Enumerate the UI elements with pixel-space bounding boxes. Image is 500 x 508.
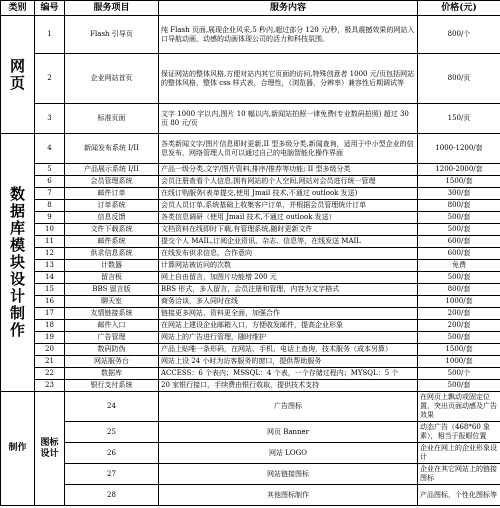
row-item: 网站链接图标 [159,464,418,485]
row-desc: 产品上贴唯一条形码，在网站、手机、电话上查询，技术服务（成本另算） [159,344,418,356]
row-desc: ACCESS：6 个表内；MSSQL：4 个表，一个存储过程内；MYSQL：5 个 [159,368,418,380]
row-item: 供求信息系统 [65,248,159,260]
table-row [1,368,500,380]
row-item: 订单系统 [65,200,159,212]
row-number: 6 [35,176,65,188]
row-desc: 提交个人 MAIL,订阅企业资讯、杂志、信息等，在线发送 MAIL [159,236,418,248]
row-number: 18 [35,320,65,332]
row-item: 网站 LOGO [159,443,418,464]
row-number: 23 [35,380,65,392]
row-item: BBS 留言版 [65,284,159,296]
table-row [1,308,500,320]
section-database: 数据库模块设计制作 [1,134,35,392]
row-item: 邮件入口 [65,320,159,332]
row-item: 标准页面 [65,104,159,134]
row-price: 500/套 [418,332,500,344]
row-desc: 会员人员订单,系统基础上收集客户订单，并根据会员管理统计订单 [159,200,418,212]
row-number: 21 [35,356,65,368]
row-number: 13 [35,260,65,272]
table-row [1,236,500,248]
table-row [1,134,500,164]
table-row [1,248,500,260]
row-desc: 网上自由留言，加图片功能增 200 元 [159,272,418,284]
row-number: 24 [65,392,159,422]
row-desc: 各类新闻文字/图片信息即时更新,II 型多级分类,新闻查询，适用于中小型企业的信息发布，网络管理人员可以通过自己的电脑智能化操作界面 [159,134,418,164]
row-desc: 计算网站被访问的次数 [159,260,418,272]
row-item: 友情链接系统 [65,308,159,320]
row-number: 3 [35,104,65,134]
row-desc: 保证网站的整体风格,方便对站内其它页面的访问,特殊创意者 1000 元/页包括网站的整体风格，整体 css 样式表，合理性，（浏览器，分辨率）兼容性后期调试等 [159,54,418,104]
row-price: 1000-1200/套 [418,134,500,164]
row-price: 500/个 [418,368,500,380]
table-row [1,422,500,443]
header-service-content: 服务内容 [159,1,418,16]
row-number: 7 [35,188,65,200]
table-row [1,296,500,308]
table-row [1,164,500,176]
table-header-row [1,1,500,16]
row-item: 数据库 [65,368,159,380]
row-item: 文件下载系统 [65,224,159,236]
row-item: 银行支付系统 [65,380,159,392]
row-price: 1500/套 [418,176,500,188]
row-price: 800/套 [418,284,500,296]
table-row [1,356,500,368]
row-number: 10 [35,224,65,236]
row-desc: 文档资料在线即时下载,有管理系统,随时更新文件 [159,224,418,236]
row-number: 28 [65,485,159,506]
row-item: 新闻发布系统 I/II [65,134,159,164]
table-row [1,200,500,212]
row-desc: 纯 Flash 页面,展现企业风采,5 秒内,超过部分 120 元/秒，极具震撼效果的网站入口导航动画，动感的动画体现公司的活力和科技氛围。 [159,16,418,54]
row-price: 500/套 [418,380,500,392]
row-number: 19 [35,332,65,344]
row-number: 27 [65,464,159,485]
row-desc: 在线订购服务(表单提交,使用 Jmail 技术,不通过 outlook 发送) [159,188,418,200]
row-desc: 网站上的广告进行管理，随时维护 [159,332,418,344]
row-price: 300/套 [418,188,500,200]
row-number: 17 [35,308,65,320]
row-desc: 在网站上建设企业邮箱入口，方便收发邮件，提高企业形象 [159,320,418,332]
section-icon: 图标设计 [35,392,65,506]
table-row [1,332,500,344]
row-price: 1200-2000/套 [418,164,500,176]
row-desc: 会员注册查看个人信息,拥有网站的个人空间,网站对会员进行统一管理 [159,176,418,188]
row-desc: 在线发布供求信息，合作意向 [159,248,418,260]
row-desc: 企业在其它网站上的链接图标 [418,464,500,485]
header-service-item: 服务项目 [65,1,159,16]
row-price: 800/套 [418,200,500,212]
row-item: 其他图标制作 [159,485,418,506]
row-number: 5 [35,164,65,176]
row-price: 200/套 [418,320,500,332]
row-desc: BBS 形式，多人留言，会员注册和管理，内容为文字格式 [159,284,418,296]
row-number: 26 [65,443,159,464]
table-row [1,224,500,236]
table-row [1,260,500,272]
row-item: 数码防伪 [65,344,159,356]
row-desc: 20 家银行接口，手续费由银行收取，提供技术支持 [159,380,418,392]
row-number: 11 [35,236,65,248]
row-desc: 在网页上飘动或固定位置，突出页面动感及广告效果 [418,392,500,422]
table-row [1,392,500,422]
row-price: 1000/套 [418,296,500,308]
row-number: 22 [35,368,65,380]
row-number: 4 [35,134,65,164]
row-number: 8 [35,200,65,212]
row-price: 800/页 [418,54,500,104]
row-price: 600/套 [418,248,500,260]
row-item: 会员管理系统 [65,176,159,188]
table-row [1,380,500,392]
row-price: 500/套 [418,224,500,236]
table-row [1,485,500,506]
row-price: 200/套 [418,308,500,320]
section-make: 制作 [1,392,35,506]
row-desc: 文字 1000 字以内,图片 10 幅以内,新闻站拍照一律免费(专业数码拍照) 超过 30 页 80 元/页 [159,104,418,134]
header-category: 类别 [1,1,35,16]
row-desc: 网站上设 24 小时为访客服务的窗口，提供帮助服务 [159,356,418,368]
row-item: 网页 Banner [159,422,418,443]
row-item: 计数器 [65,260,159,272]
table-row [1,176,500,188]
row-desc: 链接更多网站，资料更全面，加强合作 [159,308,418,320]
row-desc: 各类信息调研（使用 Jmail 技术,不通过 outlook 发送） [159,212,418,224]
table-row [1,284,500,296]
row-number: 9 [35,212,65,224]
row-price: 150/页 [418,104,500,134]
table-row [1,464,500,485]
row-price: 免费 [418,260,500,272]
table-row [1,54,500,104]
table-row [1,104,500,134]
row-number: 15 [35,284,65,296]
row-item: 产品展示系统 I/II [65,164,159,176]
row-item: 留言板 [65,272,159,284]
row-item: 聊天室 [65,296,159,308]
row-item: 广告图标 [159,392,418,422]
table-row [1,344,500,356]
row-item: 邮件订单 [65,188,159,200]
header-price: 价格(元) [418,1,500,16]
row-desc: 商务洽谈，多人同时在线 [159,296,418,308]
row-number: 12 [35,248,65,260]
row-number: 14 [35,272,65,284]
row-price: 1500/套 [418,344,500,356]
table-row [1,272,500,284]
table-row [1,320,500,332]
row-desc: 企业在网上的企业形象设计 [418,443,500,464]
row-item: Flash 引导页 [65,16,159,54]
row-price: 800/个 [418,16,500,54]
table-row [1,212,500,224]
section-webpage: 网页 [1,16,35,134]
row-desc: 产品一级分类,文字/图片资料,排序/推荐等功能; II 型多级分类 [159,164,418,176]
row-item: 邮件系统 [65,236,159,248]
row-item: 广告管理 [65,332,159,344]
row-price: 1000/套 [418,356,500,368]
row-number: 20 [35,344,65,356]
row-item: 信息反馈 [65,212,159,224]
row-item: 企业网站首页 [65,54,159,104]
row-price: 600/套 [418,236,500,248]
row-desc: 产品图标，个性化图标等 [418,485,500,506]
row-number: 2 [35,54,65,104]
row-item: 网站服务台 [65,356,159,368]
row-price: 500/套 [418,212,500,224]
header-number: 编号 [35,1,65,16]
table-row [1,16,500,54]
row-number: 1 [35,16,65,54]
row-number: 16 [35,296,65,308]
table-row [1,443,500,464]
row-number: 25 [65,422,159,443]
row-desc: 动态广告（468*60 象素），相当于报眼位置 [418,422,500,443]
table-row [1,188,500,200]
row-price: 500/套 [418,272,500,284]
